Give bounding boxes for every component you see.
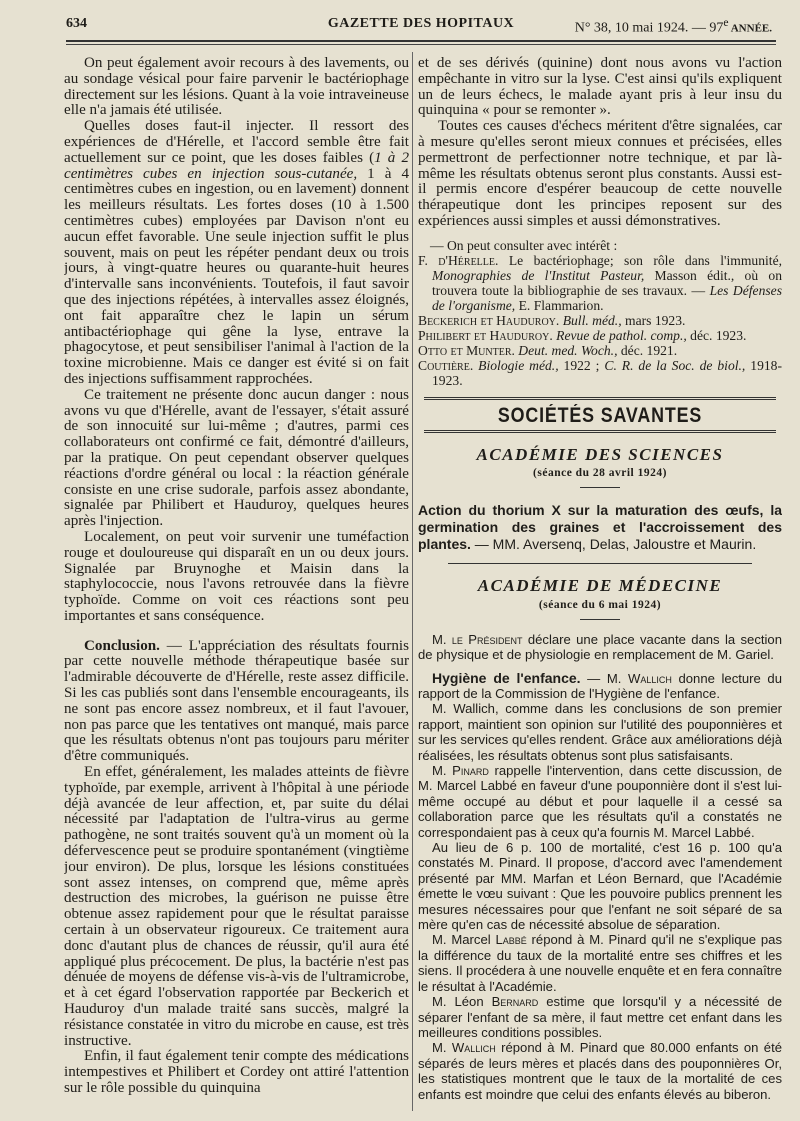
reference-item: Otto et Munter. Deut. med. Woch., déc. 1921.: [418, 342, 678, 358]
right-column: [418, 56, 782, 1113]
page-number: 634: [66, 16, 87, 31]
page-header: [66, 12, 776, 38]
section-rule: [424, 430, 776, 433]
references: [418, 238, 782, 388]
divider: [448, 563, 752, 564]
topic-title: Hygiène de l'enfance.: [432, 669, 581, 686]
reference-item: F. d'Hérelle. Le bactériophage; son rôle dans l'immunité, Monographies de l'Institut Pasteur, Masson édit., où on trouvera toute la bibliographie de ses travaux. — Les Défenses de l'organisme, E. Flammarion.: [418, 252, 782, 313]
paragraph: Localement, on peut voir survenir une tuméfaction rouge et douloureuse qui disparaît en un ou deux jours. Signalée par Bruynoghe et Maisin dans la staphylococcie, nous l'avons retrouvée dans la fièvre typhoïde. Comme on voit ces réactions sont peu importantes et sans conséquence.: [64, 528, 409, 624]
section-rule: [424, 397, 776, 400]
reference-item: Philibert et Hauduroy. Revue de pathol. comp., déc. 1923.: [418, 327, 747, 343]
academy-proceedings: [418, 632, 782, 1102]
seance-date: (séance du 28 avril 1924): [533, 467, 667, 480]
paragraph: M. Wallich, comme dans les conclusions de son premier rapport, maintient son opinion sur l'utilité des pouponnières et sur les services qu'elles rendent. Grâce aux améliorations déjà réalisées, les résultats obtenus sont plus satisfaisants.: [418, 701, 782, 763]
paragraph: M. Marcel Labbé répond à M. Pinard qu'il ne s'explique pas la différence du taux de la mortalité entre ses chiffres et les siens. Il procédera à une nouvelle enquête et en fera connaître le résultat à l'Académie.: [418, 932, 782, 994]
conclusion-label: Conclusion.: [84, 637, 160, 654]
issue-info: N° 38, 10 mai 1924. — 97e ANNÉE.: [574, 16, 772, 36]
academy-heading: ACADÉMIE DE MÉDECINE: [477, 576, 723, 596]
seance-date: (séance du 6 mai 1924): [538, 598, 662, 611]
paragraph: Hygiène de l'enfance. — M. Wallich donne lecture du rapport de la Commission de l'Hygiène de l'enfance.: [418, 669, 782, 701]
paragraph: et de ses dérivés (quinine) dont nous avons vu l'action empêchante in vitro sur la lyse. C'est ainsi qu'ils expliquent un de leurs échecs, le malade ayant pris à leur insu du quinquina « pour se remonter ».: [418, 56, 782, 119]
paragraph: Au lieu de 6 p. 100 de mortalité, c'est 16 p. 100 qu'a constatés M. Pinard. Il propose, d'accord avec l'amendement présenté par MM. Marfan et Léon Bernard, que l'Académie émette le vœu suivant : Que les pouvoire publics prennent les mesures nécessaires pour que l'enfant ne soit séparé de sa mère qu'en cas de nécessité absolue de séparation.: [418, 840, 782, 933]
references-intro: — On peut consulter avec intérêt :: [430, 237, 618, 253]
communication-title: Action du thorium X sur la maturation des œufs, la germination des graines et l'accroissement des plantes.: [418, 502, 782, 553]
paragraph: Quelles doses faut-il injecter. Il ressort des expériences de d'Hérelle, et l'accord semble être fait actuellement sur ce point, que les doses faibles (1 à 2 centimètres cubes en injection sous-cutanée, 1 à 4 centimètres cubes en ingestion, ou en lavement) donnent les meilleurs résultats. Les fortes doses (10 à 1.500 centimètres cubes) employées par Davison n'ont eu aucun effet favorable. Une seule injection suffit le plus souvent, mais on peut les répéter pendant deux ou trois jours, à vingt-quatre heures ou quarante-huit heures d'intervalle sans inconvénients. Toutefois, il faut savoir que des injections répétées, à intervalles assez éloignés, ont fait apparaître chez le lapin un sérum antibactériophage qui gêne la lyse, entrave la phagocytose, et peut sensibiliser l'animal à l'action de la toxine microbienne. Mais ce danger est évité si on fait des injections suffisamment rapprochées.: [64, 118, 409, 387]
paragraph: Conclusion. — L'appréciation des résultats fournis par cette nouvelle méthode thérapeutique basée sur l'admirable découverte de d'Hérelle, reste assez difficile. Si les cas publiés sont dans l'ensemble encourageants, ils ne sont pas encore assez nombreux, et il faut l'avouer, non pas parce que les tentatives ont manqué, mais parce que les résultats obtenus n'ont pas toujours paru mériter d'être communiqués.: [64, 637, 409, 765]
paragraph: M. le Président déclare une place vacante dans la section de physique et de physiologie en remplacement de M. Gariel.: [418, 631, 782, 663]
paragraph: En effet, généralement, les malades atteints de fièvre typhoïde, par exemple, arrivent à l'hôpital à une période déjà avancée de leur affection, et, par suite du délai nécessité par l'adaptation de l'ultra-virus au germe pathogène, ne sont traités souvent qu'à un moment où la défervescence peut se produire spontanément (vingtième jour environ). De plus, lorsque les lésions constituées sont assez intenses, on comprend que, même après destruction des microbes, la guérison ne puisse être obtenue assez rapidement pour que le résultat paraisse certain à un observateur rigoureux. Ce traitement aura donc d'autant plus de chances de réussir, qu'il aura été appliqué plus précocement. De plus, la bactérie n'est pas dénuée de moyens de défense vis-à-vis de l'ultramicrobe, et à cet égard l'observation rapportée par Beckerich et Hauduroy d'un malade traité sans succès, malgré la résistance constatée in vitro du microbe en cause, est très instructive.: [64, 764, 409, 1049]
short-rule: [580, 487, 620, 488]
short-rule: [580, 619, 620, 620]
paragraph: Ce traitement ne présente donc aucun danger : nous avons vu que d'Hérelle, avant de l'essayer, s'était assuré de son innocuité sur lui-même ; d'autres, parmi ces collaborateurs ont confirmé ce fait, démontré d'ailleurs, par la pratique. On peut cependant observer quelques réactions d'ordre général ou local : la réaction générale consiste en une crise sudorale, parfois assez abondante, signalée par Philibert et Hauduroy, quelques heures après l'injection.: [64, 386, 409, 530]
header-rule-thin: [66, 44, 776, 45]
paragraph: On peut également avoir recours à des lavements, ou au sondage vésical pour faire parvenir le bactériophage directement sur les lésions. Quant à la voie intraveineuse elle n'a jamais été utilisée.: [64, 56, 409, 119]
header-rule: [66, 40, 776, 42]
paragraph: Action du thorium X sur la maturation des œufs, la germination des graines et l'accroissement des plantes. — MM. Aversenq, Delas, Jaloustre et Maurin.: [418, 502, 782, 553]
paragraph: M. Wallich répond à M. Pinard que 80.000 enfants on été séparés de leurs mères et placés dans des pouponnières Or, les statistiques montrent que le taux de la mortalité de ces enfants est moindre que celui des enfants élevés au biberon.: [418, 1040, 782, 1102]
section-title: SOCIÉTÉS SAVANTES: [497, 403, 703, 427]
left-column: [64, 56, 409, 1113]
reference-item: Coutière. Biologie méd., 1922 ; C. R. de la Soc. de biol., 1918-1923.: [418, 357, 782, 388]
paragraph: Toutes ces causes d'échecs méritent d'être signalées, car à mesure qu'elles seront mieux connues et précisées, elles permettront de perfectionner notre technique, et par là-même les résultats obtenus seront plus constants. Aussi est-il permis encore d'espérer beaucoup de cette nouvelle thérapeutique dont les principes reposent sur des expériences aussi simples et aussi démonstratives.: [418, 118, 782, 229]
paragraph: M. Léon Bernard estime que lorsqu'il y a nécessité de séparer l'enfant de sa mère, il faut mettre cet enfant dans les meilleures conditions possibles.: [418, 994, 782, 1040]
paragraph: Enfin, il faut également tenir compte des médications intempestives et Philibert et Cordey ont attiré l'attention sur le rôle possible du quinquina: [64, 1048, 409, 1096]
reference-item: Beckerich et Hauduroy. Bull. méd., mars 1923.: [418, 312, 686, 328]
paragraph: M. Pinard rappelle l'intervention, dans cette discussion, de M. Marcel Labbé en faveur d'une pouponnière dont il s'est lui-même occupé au début et pour laquelle il a cessé sa collaboration parce que les résultats qu'il a constatés ne correspondaient pas à ceux qu'a fournis M. Marcel Labbé.: [418, 763, 782, 840]
column-separator: [412, 52, 413, 1111]
journal-title: GAZETTE DES HOPITAUX: [327, 16, 515, 31]
academy-heading: ACADÉMIE DES SCIENCES: [476, 444, 724, 464]
